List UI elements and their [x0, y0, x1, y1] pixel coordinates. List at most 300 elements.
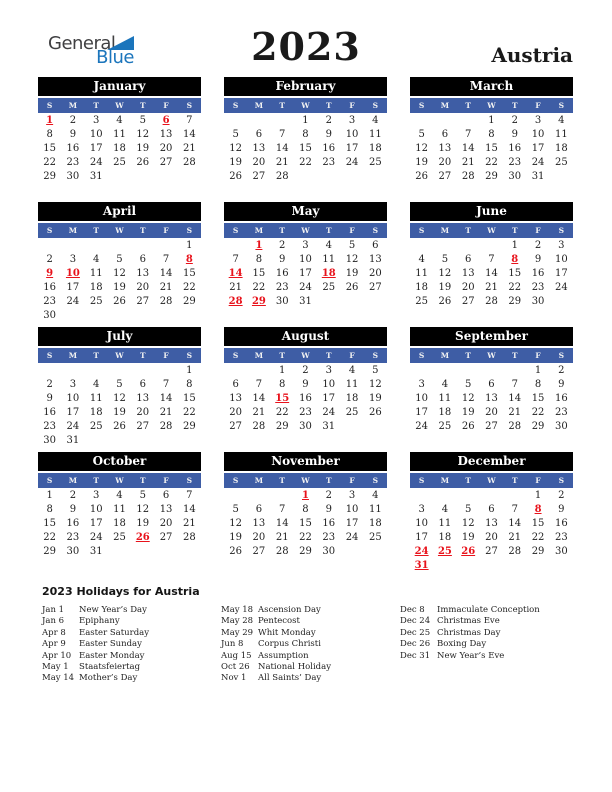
date-cell: 14	[159, 267, 173, 279]
holiday-date: Oct 26	[221, 662, 250, 673]
date-cell: 18	[438, 407, 452, 419]
date-cell: 3	[69, 253, 77, 265]
date-cell: 11	[438, 517, 452, 529]
holiday-entry	[221, 662, 400, 673]
holiday-name: Easter Monday	[79, 650, 145, 661]
date-cell: 30	[66, 171, 80, 183]
empty-date-cell	[457, 114, 480, 128]
holiday-name: Staatsfeiertag	[79, 662, 141, 673]
weekday-cell: S	[418, 100, 425, 110]
date-cell: 7	[511, 378, 518, 390]
date-cell: 27	[159, 532, 173, 544]
date-cell: 3	[302, 239, 309, 251]
date-cell: 12	[461, 517, 475, 529]
holiday-date: Dec 26	[400, 639, 431, 650]
date-cell: 8	[534, 503, 542, 515]
weekday-cell: M	[254, 350, 264, 360]
date-cell: 1	[186, 239, 193, 251]
date-cell: 18	[113, 517, 126, 529]
holiday-entry	[400, 639, 577, 650]
date-cell: 7	[279, 128, 286, 140]
month-title: September	[410, 327, 573, 346]
date-cell: 13	[252, 517, 266, 529]
weekday-cell: T	[139, 100, 146, 110]
empty-date-cell	[224, 364, 247, 378]
date-cell: 17	[89, 517, 103, 529]
date-cell: 23	[508, 157, 522, 169]
date-cell: 27	[461, 296, 475, 308]
date-cell: 9	[534, 253, 542, 265]
date-cell: 4	[348, 364, 356, 376]
date-cell: 29	[485, 171, 498, 183]
date-cell: 7	[186, 114, 193, 126]
weekday-cell: F	[349, 225, 355, 235]
date-cell: 9	[279, 253, 286, 265]
dates-grid	[38, 364, 201, 449]
date-cell: 11	[113, 128, 126, 140]
date-cell: 23	[322, 532, 336, 544]
date-cell: 24	[89, 157, 103, 169]
weekday-cell: S	[186, 475, 193, 485]
date-cell: 28	[159, 296, 173, 308]
date-cell: 22	[182, 282, 196, 294]
date-cell: 12	[113, 392, 126, 404]
weekday-cell: T	[325, 225, 332, 235]
weekday-cell: S	[372, 100, 379, 110]
weekday-cell: M	[254, 100, 264, 110]
date-cell: 29	[43, 171, 56, 183]
date-cell: 3	[534, 114, 542, 126]
weekday-cell: S	[558, 475, 565, 485]
month-calendar-july	[38, 327, 201, 452]
date-cell: 7	[232, 253, 239, 265]
date-cell: 13	[252, 142, 266, 154]
month-calendar-august	[224, 327, 387, 452]
date-cell: 24	[345, 157, 359, 169]
date-cell: 9	[46, 267, 54, 279]
date-cell: 1	[534, 364, 542, 376]
date-cell: 30	[554, 546, 568, 558]
date-cell: 9	[558, 378, 565, 390]
date-cell: 19	[461, 407, 475, 419]
weekday-cell: T	[325, 100, 332, 110]
dates-grid	[224, 239, 387, 310]
month-calendar-february	[224, 77, 387, 202]
date-cell: 11	[322, 253, 336, 265]
weekday-cell: T	[465, 225, 471, 235]
holiday-entry	[400, 616, 577, 627]
date-cell: 29	[251, 296, 266, 308]
date-cell: 6	[255, 503, 263, 515]
holiday-entry	[400, 651, 577, 662]
date-cell: 29	[531, 421, 545, 433]
date-cell: 13	[159, 128, 173, 140]
date-cell: 11	[345, 378, 359, 390]
date-cell: 8	[46, 503, 53, 515]
date-cell: 25	[368, 532, 382, 544]
date-cell: 27	[485, 421, 498, 433]
weekday-cell: S	[558, 100, 565, 110]
date-cell: 23	[322, 157, 336, 169]
calendar-grid	[38, 77, 573, 577]
date-cell: 20	[368, 267, 382, 279]
empty-date-cell	[247, 364, 270, 378]
empty-date-cell	[38, 239, 61, 253]
date-cell: 7	[255, 378, 263, 390]
date-cell: 2	[46, 253, 53, 265]
date-cell: 2	[558, 364, 565, 376]
weekday-cell: S	[372, 225, 379, 235]
date-cell: 5	[418, 128, 425, 140]
empty-date-cell	[154, 364, 177, 378]
empty-date-cell	[410, 364, 433, 378]
date-cell: 5	[465, 503, 472, 515]
date-cell: 30	[554, 421, 568, 433]
date-cell: 26	[461, 421, 475, 433]
holiday-name: Immaculate Conception	[437, 605, 540, 615]
date-cell: 24	[322, 407, 336, 419]
weekday-cell: T	[139, 350, 146, 360]
date-cell: 16	[554, 392, 568, 404]
date-cell: 3	[348, 114, 356, 126]
weekday-cell: T	[279, 225, 285, 235]
holiday-name: Ascension Day	[258, 605, 321, 615]
holidays-title: 2023 Holidays for Austria	[42, 585, 200, 598]
weekday-cell: T	[465, 475, 471, 485]
date-cell: 18	[89, 282, 103, 294]
date-cell: 29	[43, 546, 56, 558]
date-cell: 23	[66, 157, 80, 169]
date-cell: 23	[554, 532, 568, 544]
weekday-row	[410, 473, 573, 488]
holiday-date: Apr 9	[42, 639, 66, 650]
date-cell: 6	[162, 489, 170, 501]
date-cell: 11	[368, 128, 382, 140]
weekday-cell: T	[511, 350, 518, 360]
empty-date-cell	[131, 239, 154, 253]
date-cell: 22	[299, 532, 312, 544]
month-title: June	[410, 202, 573, 221]
date-cell: 9	[69, 503, 77, 515]
month-title: February	[224, 77, 387, 96]
date-cell: 25	[438, 421, 452, 433]
date-cell: 31	[66, 435, 80, 447]
date-cell: 26	[461, 546, 476, 558]
dates-grid	[38, 489, 201, 560]
date-cell: 18	[368, 517, 382, 529]
date-cell: 20	[461, 282, 475, 294]
date-cell: 18	[321, 267, 336, 279]
empty-date-cell	[503, 489, 526, 503]
date-cell: 30	[508, 171, 522, 183]
date-cell: 17	[531, 142, 545, 154]
dates-grid	[410, 489, 573, 574]
month-calendar-september	[410, 327, 573, 452]
date-cell: 18	[368, 142, 382, 154]
weekday-cell: T	[93, 225, 99, 235]
date-cell: 19	[461, 532, 475, 544]
date-cell: 16	[299, 392, 312, 404]
holiday-name: All Saints’ Day	[258, 673, 322, 684]
date-cell: 13	[485, 392, 498, 404]
date-cell: 7	[279, 503, 286, 515]
date-cell: 7	[465, 128, 472, 140]
date-cell: 29	[182, 296, 196, 308]
date-cell: 13	[368, 253, 382, 265]
weekday-cell: W	[301, 350, 310, 360]
date-cell: 3	[418, 503, 425, 515]
date-cell: 21	[159, 282, 173, 294]
date-cell: 10	[415, 517, 428, 529]
holiday-name: Mother’s Day	[79, 673, 138, 684]
date-cell: 31	[414, 560, 429, 572]
date-cell: 24	[414, 546, 429, 558]
empty-date-cell	[224, 114, 247, 128]
date-cell: 12	[136, 128, 150, 140]
date-cell: 22	[43, 532, 56, 544]
weekday-cell: S	[186, 100, 193, 110]
date-cell: 1	[511, 239, 518, 251]
date-cell: 3	[325, 364, 332, 376]
empty-date-cell	[433, 239, 456, 253]
weekday-cell: W	[115, 475, 124, 485]
weekday-cell: S	[418, 475, 425, 485]
date-cell: 2	[69, 489, 77, 501]
empty-date-cell	[108, 239, 131, 253]
date-cell: 30	[66, 546, 80, 558]
date-cell: 1	[46, 114, 54, 126]
date-cell: 9	[69, 128, 77, 140]
date-cell: 7	[488, 253, 495, 265]
date-cell: 20	[159, 142, 173, 154]
date-cell: 17	[345, 517, 359, 529]
weekday-cell: W	[115, 100, 124, 110]
date-cell: 19	[345, 267, 359, 279]
weekday-cell: W	[301, 225, 310, 235]
date-cell: 11	[113, 503, 126, 515]
date-cell: 25	[113, 532, 126, 544]
date-cell: 15	[182, 392, 196, 404]
weekday-cell: M	[68, 350, 78, 360]
date-cell: 25	[113, 157, 126, 169]
date-cell: 4	[558, 114, 565, 126]
date-cell: 4	[93, 253, 100, 265]
date-cell: 21	[182, 517, 196, 529]
date-cell: 14	[228, 267, 243, 279]
empty-date-cell	[61, 239, 84, 253]
date-cell: 15	[275, 392, 290, 404]
holiday-date: May 28	[221, 616, 254, 627]
date-cell: 8	[255, 253, 263, 265]
date-cell: 5	[139, 114, 146, 126]
empty-date-cell	[457, 489, 480, 503]
weekday-row	[38, 223, 201, 238]
date-cell: 14	[485, 267, 498, 279]
date-cell: 23	[299, 407, 312, 419]
date-cell: 20	[252, 157, 266, 169]
date-cell: 5	[116, 378, 123, 390]
date-cell: 6	[139, 253, 146, 265]
holiday-name: Assumption	[258, 650, 309, 661]
date-cell: 28	[159, 421, 173, 433]
date-cell: 8	[185, 253, 193, 265]
weekday-cell: T	[511, 100, 518, 110]
weekday-cell: S	[46, 225, 53, 235]
date-cell: 26	[368, 407, 382, 419]
weekday-cell: T	[93, 475, 99, 485]
date-cell: 23	[43, 296, 56, 308]
weekday-row	[38, 98, 201, 113]
empty-date-cell	[480, 239, 503, 253]
date-cell: 27	[159, 157, 173, 169]
date-cell: 4	[418, 253, 425, 265]
date-cell: 2	[279, 239, 286, 251]
holiday-name: National Holiday	[258, 662, 331, 673]
date-cell: 27	[368, 282, 382, 294]
date-cell: 16	[275, 267, 289, 279]
dates-grid	[38, 114, 201, 185]
weekday-cell: W	[487, 350, 496, 360]
holiday-name: Easter Sunday	[79, 639, 142, 650]
date-cell: 17	[322, 392, 336, 404]
weekday-cell: F	[349, 475, 355, 485]
date-cell: 10	[299, 253, 312, 265]
date-cell: 26	[415, 171, 428, 183]
date-cell: 24	[554, 282, 568, 294]
weekday-cell: T	[465, 350, 471, 360]
date-cell: 5	[372, 364, 379, 376]
date-cell: 10	[415, 392, 428, 404]
date-cell: 28	[508, 546, 522, 558]
date-cell: 22	[485, 157, 498, 169]
weekday-cell: S	[232, 100, 239, 110]
date-cell: 6	[232, 378, 239, 390]
date-cell: 17	[554, 267, 568, 279]
date-cell: 4	[93, 378, 100, 390]
holiday-entry	[221, 628, 400, 639]
date-cell: 24	[66, 296, 80, 308]
weekday-cell: T	[325, 350, 332, 360]
empty-date-cell	[503, 364, 526, 378]
date-cell: 5	[232, 503, 239, 515]
date-cell: 16	[322, 142, 336, 154]
weekday-cell: S	[232, 350, 239, 360]
date-cell: 30	[43, 310, 56, 322]
weekday-cell: M	[440, 350, 450, 360]
date-cell: 5	[348, 239, 356, 251]
date-cell: 22	[531, 532, 545, 544]
weekday-cell: T	[465, 100, 471, 110]
date-cell: 27	[485, 546, 498, 558]
empty-date-cell	[38, 364, 61, 378]
month-title: July	[38, 327, 201, 346]
month-calendar-december	[410, 452, 573, 577]
holiday-column	[42, 605, 221, 685]
empty-date-cell	[224, 489, 247, 503]
holiday-entry	[221, 616, 400, 627]
date-cell: 21	[229, 282, 242, 294]
date-cell: 28	[182, 157, 196, 169]
date-cell: 12	[438, 267, 452, 279]
weekday-cell: T	[325, 475, 332, 485]
holiday-column	[400, 605, 577, 662]
month-title: March	[410, 77, 573, 96]
date-cell: 6	[139, 378, 146, 390]
date-cell: 16	[531, 267, 545, 279]
date-cell: 15	[485, 142, 498, 154]
date-cell: 26	[135, 532, 150, 544]
empty-date-cell	[85, 364, 108, 378]
holiday-date: Dec 24	[400, 616, 431, 627]
date-cell: 9	[325, 503, 332, 515]
date-cell: 13	[136, 392, 150, 404]
weekday-cell: S	[372, 475, 379, 485]
date-cell: 6	[488, 378, 495, 390]
date-cell: 13	[159, 503, 173, 515]
date-cell: 24	[345, 532, 359, 544]
date-cell: 21	[252, 407, 266, 419]
date-cell: 20	[438, 157, 452, 169]
date-cell: 23	[531, 282, 545, 294]
date-cell: 30	[531, 296, 545, 308]
date-cell: 7	[511, 503, 518, 515]
date-cell: 21	[182, 142, 196, 154]
holiday-date: Jan 1	[42, 605, 65, 615]
date-cell: 17	[345, 142, 359, 154]
date-cell: 1	[186, 364, 193, 376]
empty-date-cell	[154, 239, 177, 253]
weekday-cell: M	[68, 100, 78, 110]
date-cell: 25	[89, 296, 103, 308]
holiday-date: Jun 8	[221, 639, 244, 650]
date-cell: 16	[43, 407, 56, 419]
date-cell: 17	[66, 407, 80, 419]
date-cell: 20	[252, 532, 266, 544]
month-title: October	[38, 452, 201, 471]
holiday-name: Easter Saturday	[79, 627, 150, 638]
date-cell: 26	[438, 296, 452, 308]
date-cell: 19	[438, 282, 452, 294]
date-cell: 25	[322, 282, 336, 294]
empty-date-cell	[457, 239, 480, 253]
date-cell: 14	[508, 517, 522, 529]
weekday-cell: T	[279, 350, 285, 360]
date-cell: 12	[229, 142, 242, 154]
date-cell: 2	[558, 489, 565, 501]
date-cell: 27	[229, 421, 242, 433]
empty-date-cell	[85, 239, 108, 253]
date-cell: 21	[275, 532, 289, 544]
date-cell: 28	[461, 171, 475, 183]
date-cell: 18	[345, 392, 359, 404]
empty-date-cell	[480, 364, 503, 378]
month-title: January	[38, 77, 201, 96]
date-cell: 30	[299, 421, 312, 433]
date-cell: 31	[322, 421, 336, 433]
date-cell: 3	[93, 489, 100, 501]
date-cell: 17	[415, 532, 428, 544]
date-cell: 9	[511, 128, 518, 140]
date-cell: 15	[531, 517, 545, 529]
weekday-cell: S	[46, 475, 53, 485]
weekday-cell: T	[511, 225, 518, 235]
date-cell: 22	[43, 157, 56, 169]
date-cell: 5	[116, 253, 123, 265]
date-cell: 17	[415, 407, 428, 419]
date-cell: 7	[162, 378, 170, 390]
holiday-columns	[42, 605, 577, 685]
weekday-cell: S	[418, 225, 425, 235]
